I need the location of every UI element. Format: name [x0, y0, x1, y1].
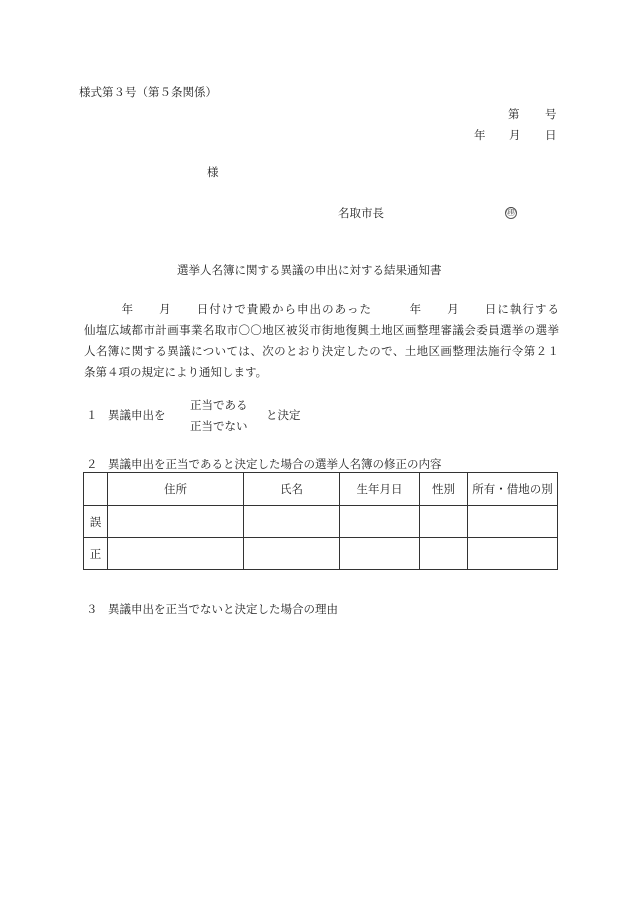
row-label-correct: 正	[84, 538, 108, 570]
table-header-corner	[84, 473, 108, 506]
table-cell[interactable]	[468, 538, 558, 570]
section1-label: 異議申出を	[108, 408, 166, 422]
table-cell[interactable]	[420, 538, 468, 570]
table-cell[interactable]	[108, 538, 244, 570]
option-unjustified: 正当でない	[190, 419, 248, 433]
table-cell[interactable]	[244, 538, 340, 570]
body-line: 年 月 日付けで貴殿から申出のあった 年 月 日に執行する	[84, 302, 559, 316]
table-header-name: 氏名	[244, 473, 340, 506]
table-cell[interactable]	[340, 538, 420, 570]
table-cell[interactable]	[340, 506, 420, 538]
issuer-title: 名取市長	[338, 206, 384, 220]
addressee-suffix: 様	[207, 165, 219, 179]
table-cell[interactable]	[420, 506, 468, 538]
table-row-correct	[84, 538, 558, 570]
table-header-birthdate: 生年月日	[340, 473, 420, 506]
correction-table	[83, 472, 558, 570]
seal-mark: ㊞	[506, 208, 516, 218]
section2-number: ２	[86, 457, 98, 471]
body-line: 条第４項の規定により通知します。	[84, 365, 268, 379]
table-header-sex: 性別	[420, 473, 468, 506]
body-paragraph	[84, 299, 559, 383]
table-row-wrong	[84, 506, 558, 538]
section1-suffix: と決定	[266, 408, 301, 422]
doc-number-go: 号	[545, 107, 557, 121]
section3-label: 異議申出を正当でないと決定した場合の理由	[108, 602, 338, 616]
section1-number: １	[86, 408, 98, 422]
table-cell[interactable]	[108, 506, 244, 538]
table-cell[interactable]	[468, 506, 558, 538]
date-year: 年	[474, 128, 486, 142]
option-justified: 正当である	[190, 398, 248, 412]
row-label-wrong: 誤	[84, 506, 108, 538]
table-header-ownership: 所有・借地の別	[468, 473, 558, 506]
document-title: 選挙人名簿に関する異議の申出に対する結果通知書	[177, 263, 442, 277]
date-month: 月	[509, 128, 521, 142]
date-day: 日	[545, 128, 557, 142]
section3-number: ３	[86, 602, 98, 616]
section2-label: 異議申出を正当であると決定した場合の選挙人名簿の修正の内容	[108, 457, 442, 471]
doc-number-dai: 第	[508, 107, 520, 121]
table-header-row	[84, 473, 558, 506]
table-header-address: 住所	[108, 473, 244, 506]
body-line: 人名簿に関する異議については、次のとおり決定したので、土地区画整理法施行令第２１	[84, 344, 559, 358]
body-line: 仙塩広域都市計画事業名取市〇〇地区被災市街地復興土地区画整理審議会委員選挙の選挙	[84, 323, 559, 337]
table-cell[interactable]	[244, 506, 340, 538]
form-number: 様式第３号（第５条関係）	[79, 85, 217, 99]
